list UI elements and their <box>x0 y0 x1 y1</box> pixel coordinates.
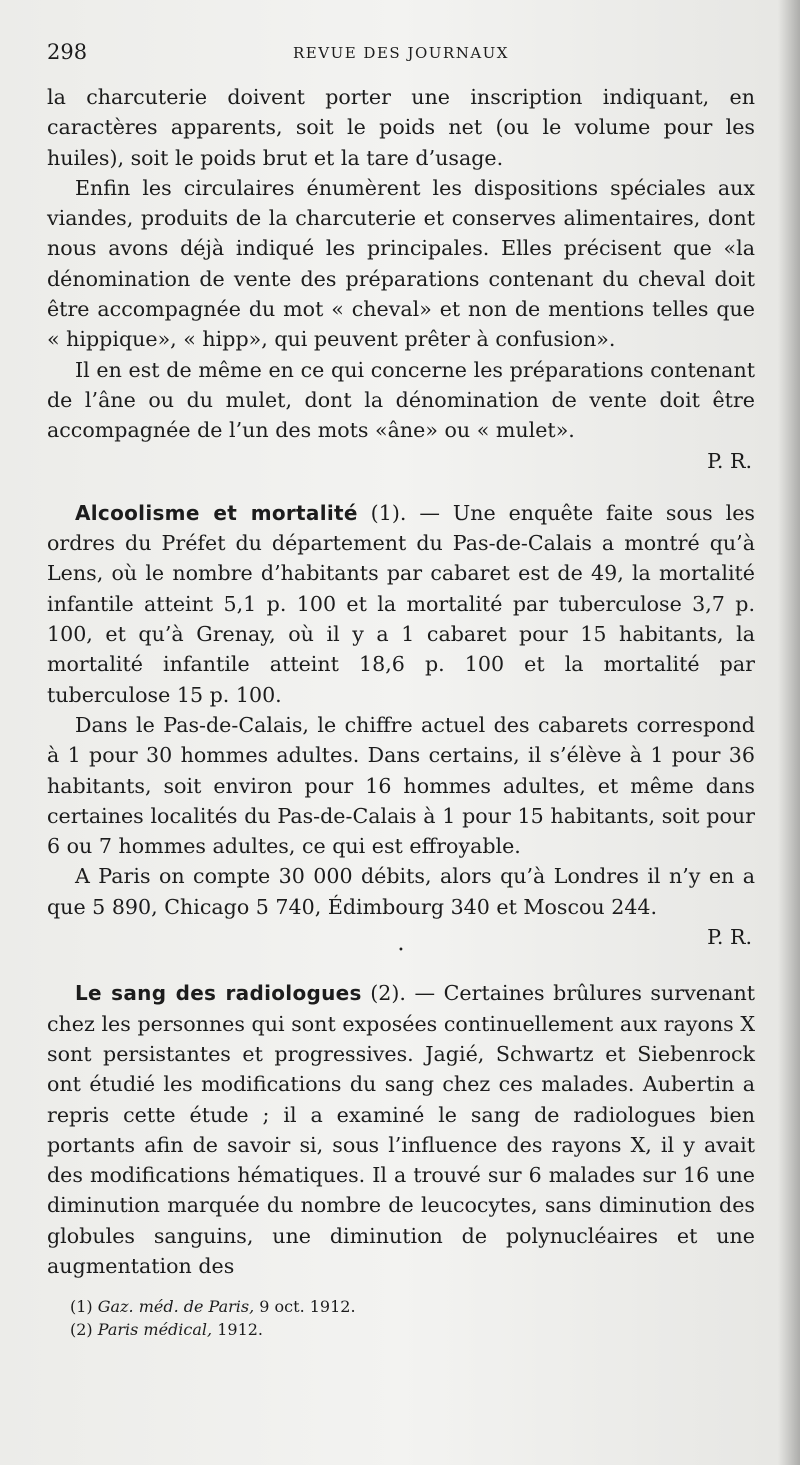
article-1-signature: P. R. <box>707 448 752 473</box>
article-1-paragraph-3: Il en est de même en ce qui concerne les préparations contenant de l’âne ou du mulet, dont la dénomination de vente doit être accompagnée de l’un des mots «âne» ou « mulet». <box>47 357 755 443</box>
footnote-1 <box>70 1295 730 1318</box>
footnotes <box>70 1295 730 1341</box>
article-3-footnote-ref: (2). <box>361 981 406 1006</box>
footnote-2-mark: (2) <box>70 1320 93 1339</box>
footnote-1-date: 9 oct. 1912. <box>254 1297 356 1316</box>
footnote-2-date: 1912. <box>212 1320 264 1339</box>
footnote-1-title: Gaz. méd. de Paris, <box>97 1297 255 1316</box>
page-header <box>47 40 755 70</box>
article-2-signature: P. R. <box>707 925 752 950</box>
footnote-2 <box>70 1318 730 1341</box>
article-2-paragraph-3: A Paris on compte 30 000 débits, alors qu’à Londres il n’y en a que 5 890, Chicago 5 740, Édimbourg 340 et Moscou 244. <box>47 864 755 919</box>
section-separator: • <box>398 945 404 957</box>
running-head: REVUE DES JOURNAUX <box>293 44 509 62</box>
footnote-1-mark: (1) <box>70 1297 93 1316</box>
footnote-2-title: Paris médical, <box>97 1320 213 1339</box>
article-1-paragraph-2: Enfin les circulaires énumèrent les dispositions spéciales aux viandes, produits de la charcuterie et conserves alimentaires, dont nous avons déjà indiqué les principales. Elles précisent que «la dénomination de vente des préparations contenant du cheval doit être accompagnée du mot « cheval» et non de mentions telles que « hippique», « hipp», qui peuvent prêter à confusion». <box>47 175 755 352</box>
page-edge-shadow <box>778 0 800 1465</box>
article-2-footnote-ref: (1). <box>357 500 407 525</box>
article-3-paragraph-1 <box>47 978 755 1281</box>
article-3-text: — Certaines brûlures survenant chez les personnes qui sont exposées continuellement aux rayons X sont persistantes et progressives. Jagié, Schwartz et Siebenrock ont étudié les modifications du sang chez ces malades. Aubertin a repris cette étude ; il a examiné le sang de radiologues bien portants afin de savoir si, sous l’influence des rayons X, il y avait des modifications hématiques. Il a trouvé sur 6 malades sur 16 une diminution marquée du nombre de leucocytes, sans diminution des globules sanguins, une diminution de polynucléaires et une augmentation des <box>47 981 756 1278</box>
article-2-paragraph-2: Dans le Pas-de-Calais, le chiffre actuel des cabarets correspond à 1 pour 30 hommes adultes. Dans certains, il s’élève à 1 pour 36 habitants, soit environ pour 16 hommes adultes, et même dans certaines localités du Pas-de-Calais à 1 pour 15 habitants, soit pour 6 ou 7 hommes adultes, ce qui est effroyable. <box>47 712 755 859</box>
article-1-paragraph-1: la charcuterie doivent porter une inscription indiquant, en caractères apparents, soit le poids net (ou le volume pour les huiles), soit le poids brut et la tare d’usage. <box>47 85 755 170</box>
article-2-title: Alcoolisme et mortalité <box>75 500 358 525</box>
article-3-title: Le sang des radiologues <box>75 981 362 1006</box>
article-2-text: — Une enquête faite sous les ordres du Préfet du département du Pas-de-Calais a montré qu’à Lens, où le nombre d’habitants par cabaret est de 49, la mortalité infantile atteint 5,1 p. 100 et la mortalité par tuberculose 3,7 p. 100, et qu’à Grenay, où il y a 1 cabaret pour 15 habitants, la mortalité infantile atteint 18,6 p. 100 et la mortalité par tuberculose 15 p. 100. <box>47 500 756 707</box>
page-number: 298 <box>47 40 88 64</box>
article-2-paragraph-1 <box>47 498 755 710</box>
page-body <box>47 82 755 1281</box>
